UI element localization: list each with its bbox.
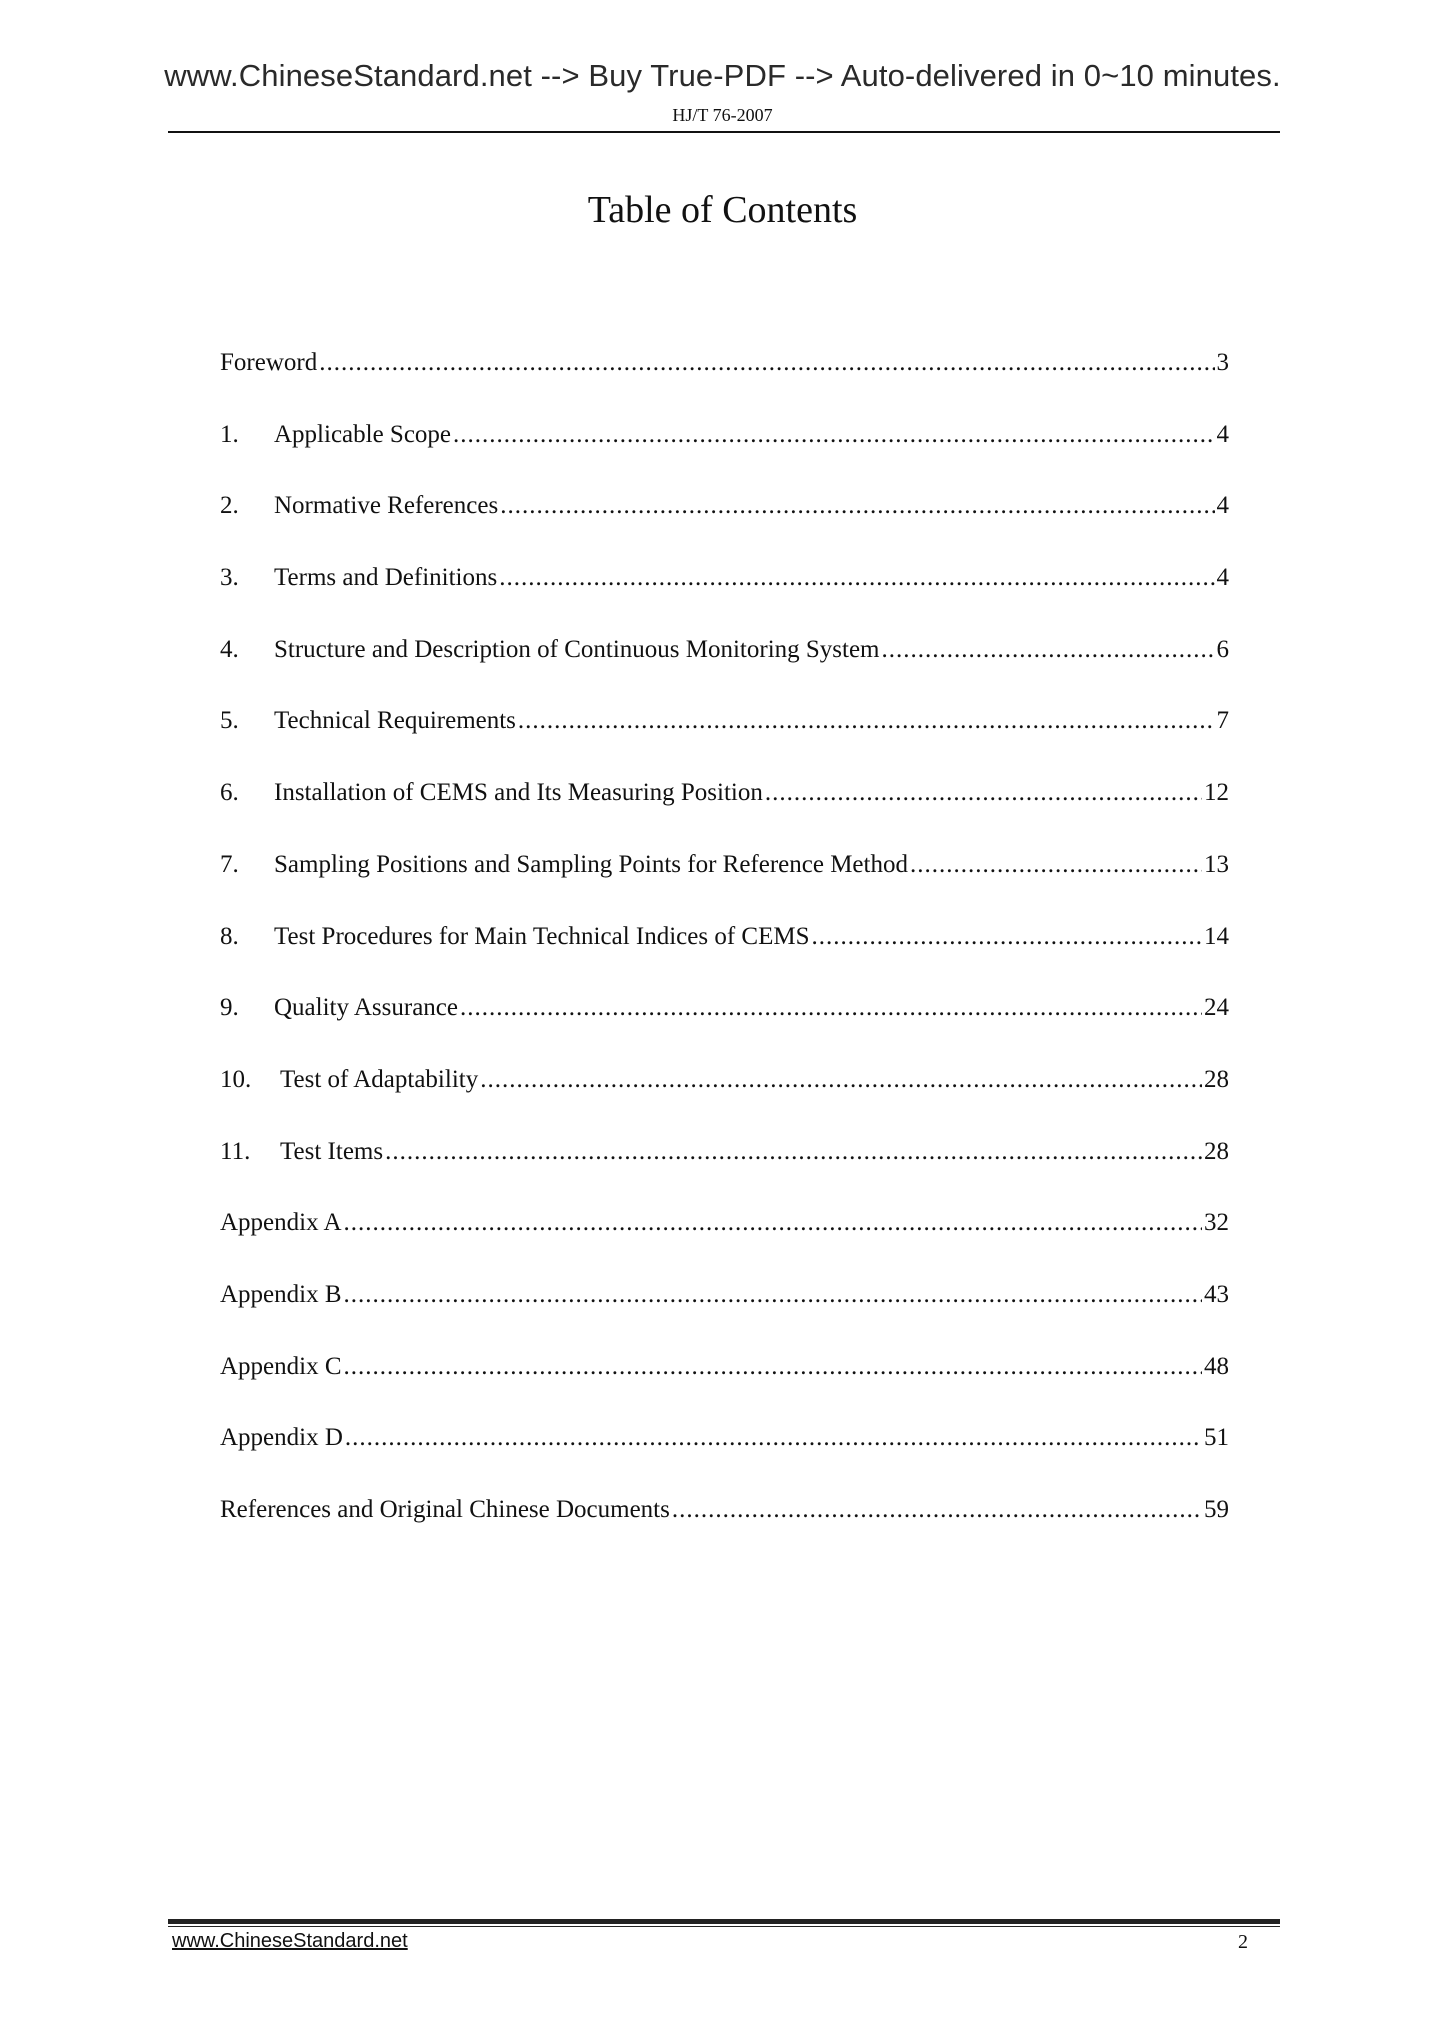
page-number: 2 (1238, 1931, 1248, 1953)
header-banner: www.ChineseStandard.net --> Buy True-PDF --> Auto-delivered in 0~10 minutes. (164, 58, 1281, 93)
footer-website-link[interactable]: www.ChineseStandard.net (172, 1930, 408, 1952)
toc-page: 14 (1204, 922, 1229, 950)
page-title: Table of Contents (587, 189, 858, 231)
toc-entry-2[interactable] (220, 492, 1229, 564)
toc-page: 3 (1216, 349, 1229, 376)
toc-leader (345, 1424, 1202, 1452)
toc-page: 28 (1204, 1137, 1229, 1165)
toc-label: Structure and Description of Continuous Monitoring System (274, 635, 880, 663)
toc-entry-3[interactable] (220, 564, 1229, 636)
toc-label: Appendix B (220, 1280, 342, 1308)
toc-leader (812, 923, 1203, 951)
toc-page: 4 (1216, 420, 1229, 448)
toc-number: 10. (220, 1065, 252, 1093)
toc-entry-4[interactable] (220, 636, 1229, 708)
toc-leader (480, 1066, 1202, 1094)
toc-label: Technical Requirements (274, 707, 516, 735)
toc-page: 43 (1204, 1280, 1229, 1308)
toc-label: Applicable Scope (274, 420, 452, 448)
toc-page: 4 (1216, 564, 1229, 592)
toc-leader (500, 492, 1214, 520)
toc-number: 9. (220, 994, 239, 1022)
table-of-contents (220, 349, 1229, 1568)
toc-label: Installation of CEMS and Its Measuring Position (274, 779, 763, 807)
toc-number: 11. (220, 1137, 251, 1165)
toc-leader (910, 851, 1202, 879)
toc-leader (765, 779, 1202, 807)
toc-entry-11[interactable] (220, 1138, 1229, 1210)
toc-label: Test Items (280, 1137, 384, 1165)
toc-page: 6 (1216, 635, 1229, 663)
toc-page: 51 (1204, 1424, 1229, 1452)
toc-leader (319, 349, 1214, 377)
toc-leader (672, 1496, 1202, 1524)
toc-leader (882, 636, 1215, 664)
toc-entry-1[interactable] (220, 421, 1229, 493)
toc-label: References and Original Chinese Documents (220, 1496, 670, 1523)
toc-entry-6[interactable] (220, 779, 1229, 851)
toc-number: 5. (220, 707, 239, 735)
header-rule (168, 131, 1280, 133)
toc-label: Appendix C (220, 1352, 342, 1380)
toc-label: Test Procedures for Main Technical Indices of CEMS (274, 922, 810, 950)
toc-number: 4. (220, 635, 239, 663)
toc-label: Normative References (274, 492, 499, 520)
toc-label: Sampling Positions and Sampling Points for Reference Method (274, 850, 908, 878)
toc-leader (518, 707, 1215, 735)
toc-number: 6. (220, 779, 239, 807)
toc-page: 28 (1204, 1065, 1229, 1093)
toc-page: 13 (1204, 850, 1229, 878)
toc-entry-10[interactable] (220, 1066, 1229, 1138)
toc-entry-appendix-c[interactable] (220, 1353, 1229, 1425)
toc-leader (344, 1209, 1202, 1237)
toc-number: 2. (220, 492, 239, 520)
toc-page: 7 (1216, 707, 1229, 735)
toc-leader (453, 421, 1214, 449)
toc-label: Terms and Definitions (274, 564, 498, 592)
toc-entry-references[interactable] (220, 1496, 1229, 1568)
toc-label: Test of Adaptability (280, 1065, 479, 1093)
document-number: HJ/T 76-2007 (672, 105, 773, 125)
footer-rule-thin (168, 1926, 1280, 1927)
toc-entry-8[interactable] (220, 923, 1229, 995)
toc-number: 7. (220, 850, 239, 878)
toc-page: 4 (1216, 492, 1229, 520)
toc-leader (344, 1281, 1202, 1309)
toc-page: 48 (1204, 1352, 1229, 1380)
toc-entry-foreword[interactable] (220, 349, 1229, 421)
toc-entry-appendix-d[interactable] (220, 1424, 1229, 1496)
toc-entry-9[interactable] (220, 994, 1229, 1066)
toc-number: 8. (220, 922, 239, 950)
toc-entry-5[interactable] (220, 707, 1229, 779)
toc-label: Foreword (220, 349, 318, 376)
toc-page: 24 (1204, 994, 1229, 1022)
toc-page: 12 (1204, 779, 1229, 807)
toc-leader (385, 1138, 1202, 1166)
toc-number: 1. (220, 420, 239, 448)
toc-page: 32 (1204, 1209, 1229, 1237)
toc-label: Appendix A (220, 1209, 342, 1237)
toc-entry-appendix-b[interactable] (220, 1281, 1229, 1353)
toc-entry-appendix-a[interactable] (220, 1209, 1229, 1281)
toc-leader (460, 994, 1202, 1022)
toc-page: 59 (1204, 1496, 1229, 1523)
toc-label: Quality Assurance (274, 994, 458, 1022)
toc-entry-7[interactable] (220, 851, 1229, 923)
toc-label: Appendix D (220, 1424, 343, 1452)
footer-rule (168, 1919, 1280, 1924)
toc-leader (499, 564, 1214, 592)
toc-number: 3. (220, 564, 239, 592)
toc-leader (344, 1353, 1202, 1381)
